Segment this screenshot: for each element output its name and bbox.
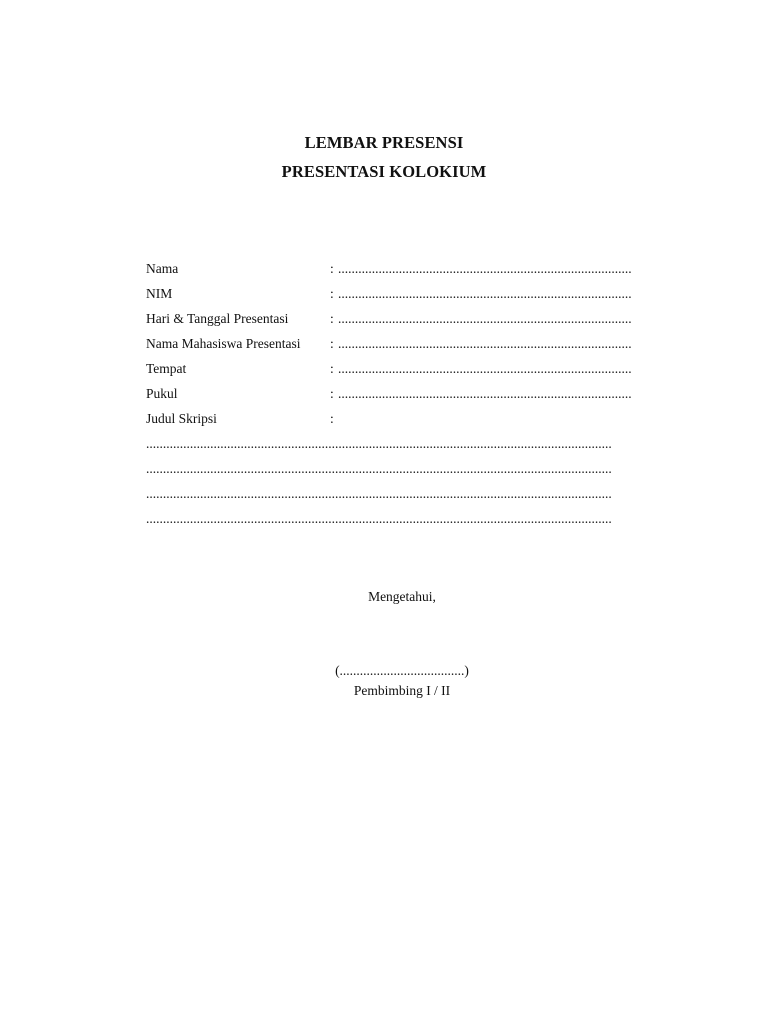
- field-blank-nim: .......................................................................................: [338, 286, 632, 301]
- field-row-tempat: [146, 359, 658, 384]
- acknowledgement-text: Mengetahui,: [368, 589, 436, 604]
- blank-line: ..........................................................................................................................................: [146, 436, 612, 451]
- field-label-nama: Nama: [146, 261, 179, 276]
- title-blank-lines: [146, 434, 658, 534]
- blank-line: ..........................................................................................................................................: [146, 461, 612, 476]
- field-separator: :: [330, 411, 334, 426]
- field-label-pukul: Pukul: [146, 386, 178, 401]
- field-row-nama-mahasiswa: [146, 334, 658, 359]
- field-label-nama-mahasiswa: Nama Mahasiswa Presentasi: [146, 336, 301, 351]
- blank-line: ..........................................................................................................................................: [146, 486, 612, 501]
- field-blank-tempat: .......................................................................................: [338, 361, 632, 376]
- field-row-nama: [146, 259, 658, 284]
- field-separator: :: [330, 386, 334, 401]
- field-row-pukul: [146, 384, 658, 409]
- field-label-hari-tanggal: Hari & Tanggal Presentasi: [146, 311, 289, 326]
- signature-role: Pembimbing I / II: [353, 683, 451, 698]
- field-separator: :: [330, 286, 334, 301]
- field-blank-nama: .......................................................................................: [338, 261, 632, 276]
- field-row-judul-skripsi: [146, 409, 658, 434]
- form-fields: [146, 259, 658, 434]
- field-separator: :: [330, 261, 334, 276]
- field-label-nim: NIM: [146, 286, 173, 301]
- field-blank-pukul: .......................................................................................: [338, 386, 632, 401]
- document-subtitle: PRESENTASI KOLOKIUM: [281, 162, 487, 181]
- field-label-tempat: Tempat: [146, 361, 187, 376]
- document-title: LEMBAR PRESENSI: [304, 133, 464, 152]
- field-row-nim: [146, 284, 658, 309]
- field-separator: :: [330, 336, 334, 351]
- field-row-hari-tanggal: [146, 309, 658, 334]
- field-separator: :: [330, 361, 334, 376]
- signature-blank: (.....................................): [335, 663, 469, 678]
- blank-line: ..........................................................................................................................................: [146, 511, 612, 526]
- field-blank-hari-tanggal: .......................................................................................: [338, 311, 632, 326]
- field-separator: :: [330, 311, 334, 326]
- field-blank-nama-mahasiswa: .......................................................................................: [338, 336, 632, 351]
- field-label-judul-skripsi: Judul Skripsi: [146, 411, 217, 426]
